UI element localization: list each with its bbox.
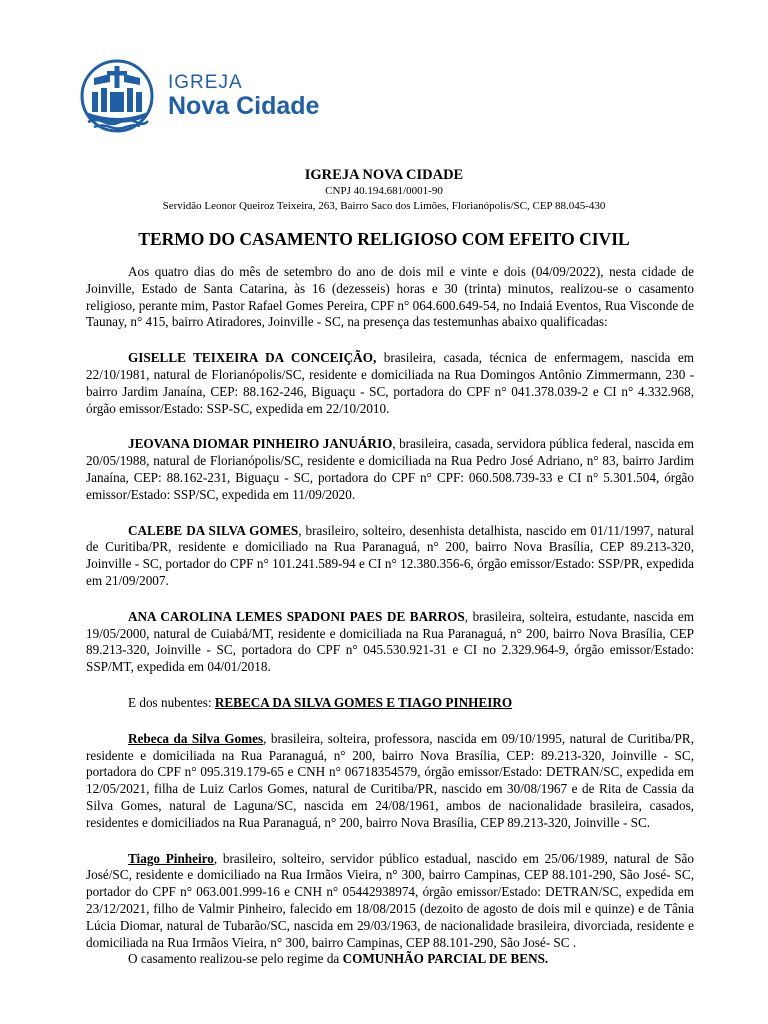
logo-line-2: Nova Cidade — [168, 92, 320, 120]
couple-intro-paragraph — [86, 695, 694, 712]
groom-details: , brasileiro, solteiro, servidor público estadual, nascido em 25/06/1989, natural de São José/SC, residente e domiciliado na Rua Irmãos Vieira, n° 300, bairro Campinas, CEP 88.101-290, São José- SC, portador do CPF n° 063.001.999-16 e CNH n° 05442938974, órgão emissor/Estado: DETRAN/SC, expedida em 23/12/2021, filho de Valmir Pinheiro, falecido em 18/08/2015 (dezoito de agosto de dois mil e quinze) e de Tânia Lúcia Diomar, natural de Tubarão/SC, nascida em 29/03/1963, de nacionalidade brasileira, divorciada, residente e domiciliada na Rua Irmãos Vieira, n° 300, bairro Campinas, CEP 88.101-290, São José- SC . — [86, 850, 694, 950]
regime-prefix: O casamento realizou-se pelo regime da — [128, 951, 343, 967]
document-body — [86, 264, 694, 987]
organization-cnpj: CNPJ 40.194.681/0001-90 — [325, 185, 443, 197]
church-emblem-icon — [74, 58, 160, 134]
document-header — [0, 167, 768, 214]
church-logo — [74, 58, 319, 134]
document-title: TERMO DO CASAMENTO RELIGIOSO COM EFEITO CIVIL — [138, 229, 630, 249]
bride-name: Rebeca da Silva Gomes — [128, 730, 264, 746]
witness-name: ANA CAROLINA LEMES SPADONI PAES DE BARROS — [128, 608, 465, 624]
witness-paragraph — [86, 523, 694, 590]
groom-name: Tiago Pinheiro — [128, 850, 214, 866]
bride-details: , brasileira, solteira, professora, nascida em 09/10/1995, natural de Curitiba/PR, residente e domiciliada na Rua Paranaguá, n° 200, bairro Nova Brasília, CEP: 89.213-320, Joinville - SC, portadora do CPF n° 095.319.179-65 e CNH n° 06718354579, órgão emissor/Estado: DETRAN/SC, expedida em 12/05/2021, filha de Luiz Carlos Gomes, natural de Curitiba/PR, nascido em 30/08/1967 e de Rita de Cassia da Silva Gomes, natural de Laguna/SC, nascida em 24/08/1961, ambos de nacionalidade brasileira, casados, residentes e domiciliados na Rua Paranaguá, n° 200, bairro Nova Brasília, CEP 89.213-320, Joinville - SC. — [86, 730, 694, 830]
witness-details: , brasileiro, solteiro, desenhista detalhista, nascido em 01/11/1997, natural de Curitiba/PR, residente e domiciliado na Rua Paranaguá, n° 200, bairro Nova Brasília, CEP 89.213-320, Joinville - SC, portador do CPF n° 101.241.589-94 e CI n° 12.380.356-6, órgão emissor/Estado: SSP/PR, expedida em 21/09/2007. — [86, 522, 695, 588]
witness-details: , brasileira, casada, servidora pública federal, nascida em 20/05/1988, natural de Florianópolis/SC, residente e domiciliada na Rua Pedro José Adriano, n° 83, bairro Jardim Janaína, CEP: 88.162-231, Biguaçu - SC, portadora do CPF n° CPF: 060.508.739-33 e CI n° 5.301.504, órgão emissor/Estado: SSP/SC, expedida em 11/09/2020. — [86, 436, 694, 502]
witness-paragraph — [86, 350, 694, 417]
witness-paragraph — [86, 609, 694, 676]
bride-paragraph — [86, 731, 694, 832]
regime-paragraph — [86, 951, 694, 968]
groom-paragraph — [86, 851, 694, 952]
logo-line-1: IGREJA — [168, 72, 243, 93]
intro-paragraph: Aos quatro dias do mês de setembro do ano de dois mil e vinte e dois (04/09/2022), nesta cidade de Joinville, Estado de Santa Catarina, às 16 (dezesseis) horas e 30 (trinta) minutos, realizou-se o casamento religioso, perante mim, Pastor Rafael Gomes Pereira, CPF n° 064.600.649-54, no Indaiá Eventos, Rua Visconde de Taunay, n° 415, bairro Atiradores, Joinville - SC, na presença das testemunhas abaixo qualificadas: — [86, 264, 694, 330]
couple-names: REBECA DA SILVA GOMES E TIAGO PINHEIRO — [214, 694, 513, 710]
witness-name: CALEBE DA SILVA GOMES — [128, 522, 299, 538]
witness-name: JEOVANA DIOMAR PINHEIRO JANUÁRIO — [128, 436, 393, 452]
witness-name: GISELLE TEIXEIRA DA CONCEIÇÃO, — [128, 350, 377, 366]
witness-paragraph — [86, 436, 694, 503]
organization-address: Servidão Leonor Queiroz Teixeira, 263, Bairro Saco dos Limões, Florianópolis/SC, CEP 88.045-430 — [162, 200, 606, 212]
logo-wordmark — [168, 73, 319, 119]
organization-name: IGREJA NOVA CIDADE — [304, 167, 464, 183]
regime-value: COMUNHÃO PARCIAL DE BENS. — [342, 951, 549, 967]
witness-details: , brasileira, solteira, estudante, nascida em 19/05/2000, natural de Cuiabá/MT, residente e domiciliada na Rua Paranaguá, n° 200, bairro Nova Brasília, CEP 89.213-320, Joinville - SC, portadora do CPF n° 045.530.921-31 e CI no 2.329.964-9, órgão emissor/Estado: SSP/MT, expedida em 04/01/2018. — [86, 608, 694, 675]
couple-intro-prefix: E dos nubentes: — [128, 694, 215, 710]
witness-details: brasileira, casada, técnica de enfermagem, nascida em 22/10/1981, natural de Florianópolis/SC, residente e domiciliada na Rua Domingos Antônio Zimmermann, 230 - bairro Jardim Janaína, CEP: 88.162-246, Biguaçu - SC, portadora do CPF n° 041.378.039-2 e CI n° 4.332.968, órgão emissor/Estado: SSP-SC, expedida em 22/10/2010. — [86, 350, 694, 416]
